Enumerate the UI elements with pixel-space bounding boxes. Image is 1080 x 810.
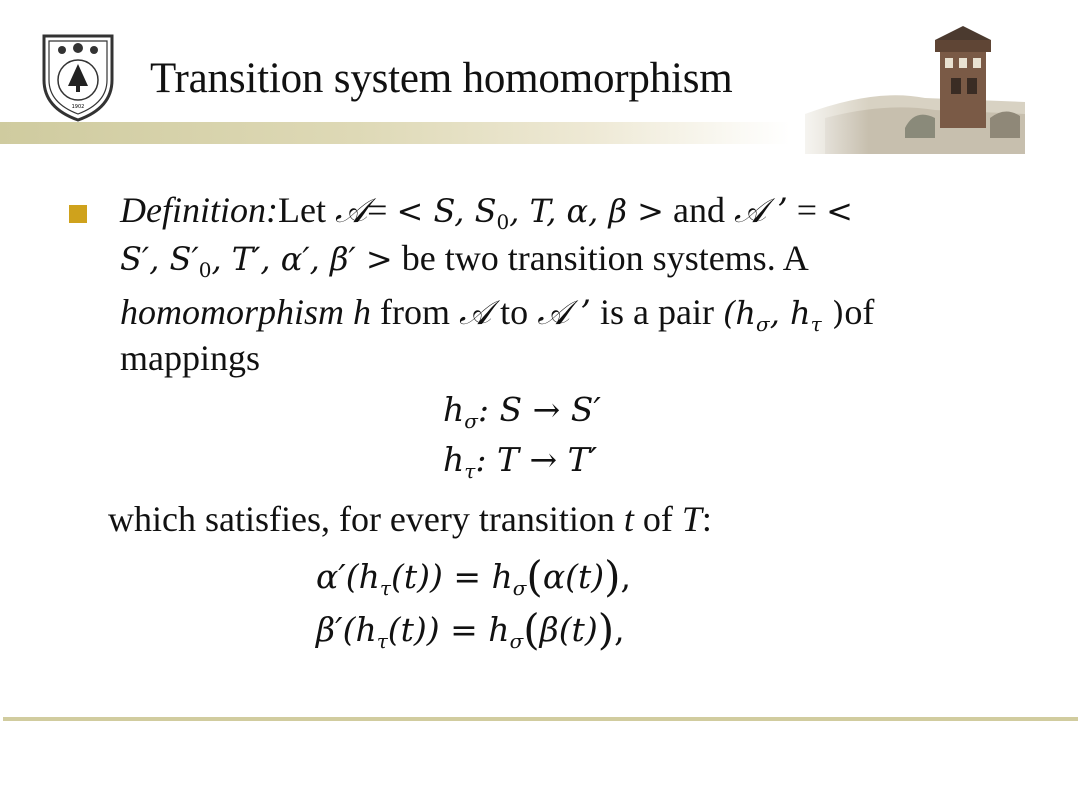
equation-beta	[316, 605, 625, 654]
system-a-prime-symbol: 𝒜 ’	[733, 191, 788, 231]
eq-alpha-left: α′(h	[316, 557, 380, 596]
tuple-a-open: < S, S	[396, 192, 497, 230]
tuple-a-sub: 0	[496, 210, 510, 234]
condition-of: of	[633, 499, 682, 539]
to-word: to	[491, 292, 538, 332]
equation-alpha	[316, 552, 631, 601]
eq-alpha-end: ,	[620, 557, 631, 596]
svg-text:1902: 1902	[71, 104, 85, 110]
system-a-symbol-2: 𝒜	[459, 293, 492, 333]
eq-beta-inner: β(t)	[539, 610, 598, 649]
be-two-text: be two transition systems. A	[392, 238, 809, 278]
eq-alpha-sub2: σ	[512, 576, 527, 600]
mapping-tau-rest: : T → T′	[475, 440, 598, 479]
system-a-symbol: 𝒜	[334, 191, 368, 231]
eq-beta-sub: τ	[376, 629, 388, 653]
pair-tau: τ	[810, 312, 822, 336]
footer-rule	[3, 717, 1078, 721]
eq-beta-close: )	[597, 605, 615, 654]
tower-photo	[785, 18, 1025, 154]
bullet-square	[69, 205, 87, 223]
title-underline	[0, 122, 790, 144]
mapping-sigma-rest: : S → S′	[477, 390, 601, 429]
pair-open: (h	[722, 294, 757, 332]
slide-title: Transition system homomorphism	[150, 55, 733, 102]
eq-alpha-mid: (t)) = h	[390, 557, 513, 596]
mapping-tau	[443, 440, 597, 483]
eq-beta-left: β′(h	[316, 610, 377, 649]
condition-t: t	[623, 499, 634, 539]
eq-beta-sub2: σ	[509, 629, 524, 653]
condition-colon: :	[701, 499, 712, 539]
mapping-sigma	[443, 390, 601, 433]
tuple-b-open: S′, S′	[120, 240, 199, 278]
pair-comma-h: , h	[769, 294, 811, 332]
definition-line-4	[120, 336, 260, 380]
mapping-sigma-h: h	[443, 390, 465, 429]
of-word: of	[844, 292, 875, 332]
equals-sign-2: =	[787, 190, 827, 230]
mapping-sigma-sub: σ	[464, 409, 478, 433]
eq-alpha-inner: α(t)	[542, 557, 605, 596]
mapping-tau-h: h	[443, 440, 465, 479]
equals-sign: =	[367, 190, 397, 230]
eq-beta-open: (	[523, 605, 540, 654]
from-word: from	[371, 292, 459, 332]
pair-sigma: σ	[756, 312, 770, 336]
mapping-tau-sub: τ	[464, 459, 476, 483]
and-word: and	[663, 190, 734, 230]
eq-alpha-sub: τ	[379, 576, 391, 600]
definition-line-2	[120, 236, 809, 292]
eq-alpha-open: (	[526, 552, 543, 601]
eq-beta-mid: (t)) = h	[387, 610, 510, 649]
let-word: Let	[277, 190, 335, 230]
tuple-b-rest: , T′, α′, β′ >	[211, 240, 393, 278]
condition-prefix: which satisfies, for every transition	[108, 499, 624, 539]
eq-beta-end: ,	[614, 610, 625, 649]
condition-T: T	[681, 499, 702, 539]
eq-alpha-close: )	[604, 552, 621, 601]
is-pair-text: is a pair	[590, 292, 723, 332]
homomorphism-term: homomorphism h	[120, 292, 372, 332]
definition-label: Definition:	[120, 190, 278, 230]
tuple-b-open-bracket: <	[826, 192, 853, 230]
pair-close: )	[821, 294, 845, 332]
mappings-word: mappings	[120, 338, 260, 378]
university-seal-logo	[38, 30, 118, 124]
condition-line	[108, 498, 712, 540]
system-a-prime-symbol-2: 𝒜 ’	[537, 293, 591, 333]
tuple-a-rest: , T, α, β >	[509, 192, 664, 230]
tuple-b-sub: 0	[198, 258, 212, 282]
